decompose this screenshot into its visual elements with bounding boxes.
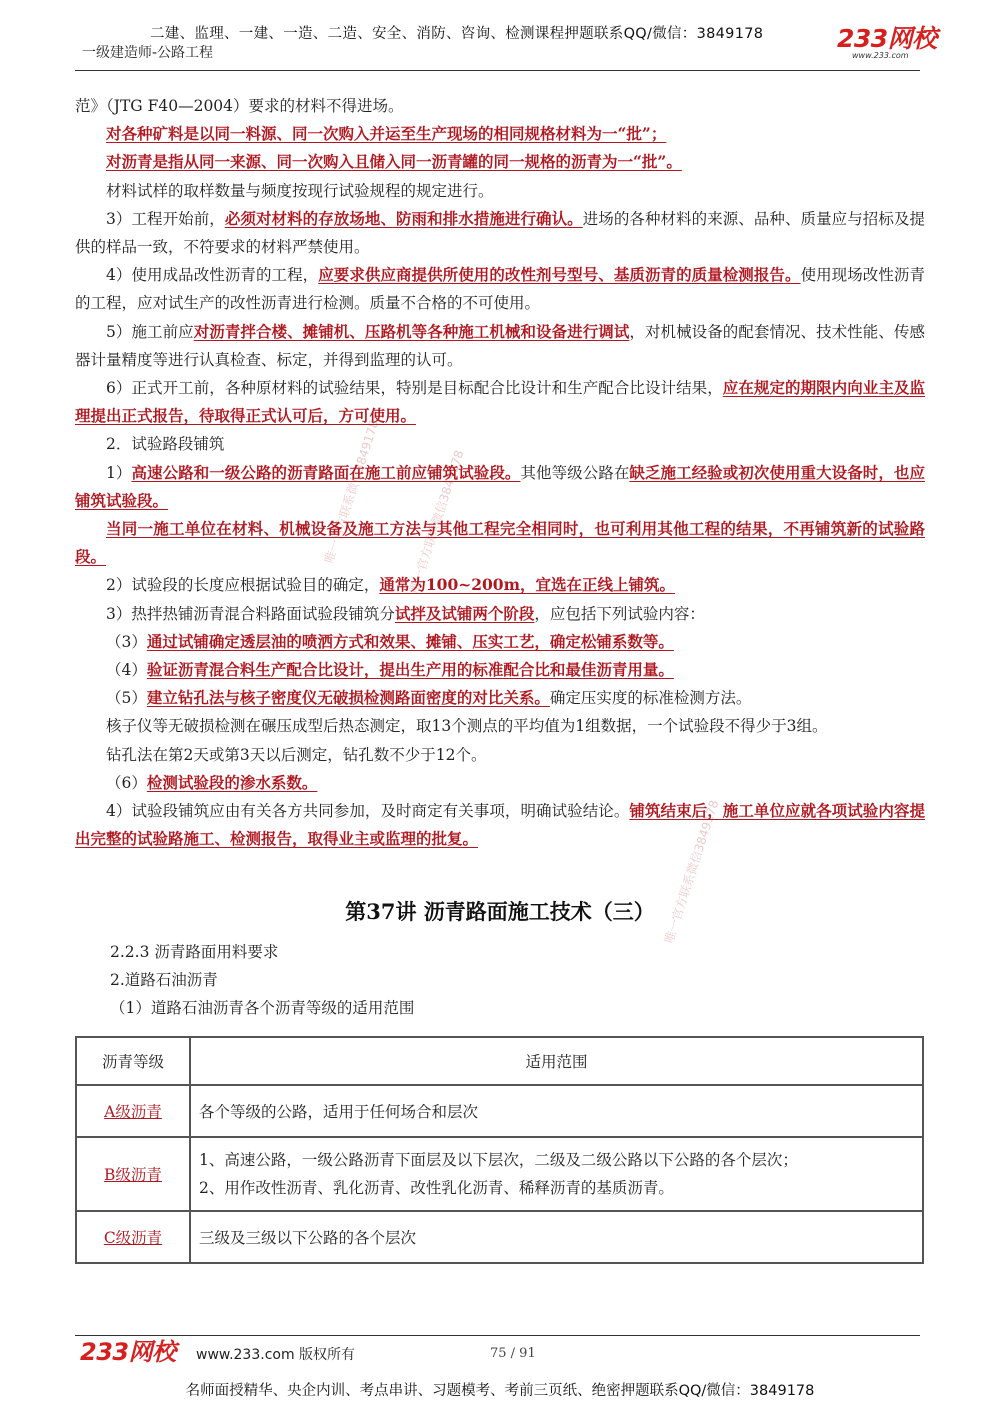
footer-line: 名师面授精华、央企内训、考点串讲、习题模考、考前三页纸、绝密押题联系QQ/微信：3849178 — [185, 1383, 815, 1399]
copyright-text: www.233.com 版权所有 — [196, 1347, 356, 1363]
paragraph — [75, 600, 925, 628]
text: 3）热拌热铺沥青混合料路面试验段铺筑分 — [106, 604, 395, 623]
grade-link[interactable]: B级沥青 — [104, 1166, 162, 1184]
highlight-text: 应要求供应商提供所使用的改性剂号型号、基质沥青的质量检测报告。 — [318, 265, 801, 285]
highlight-text: 高速公路和一级公路的沥青路面在施工前应铺筑试验段。 — [131, 462, 521, 482]
scope-text: 三级及三级以下公路的各个层次 — [199, 1229, 417, 1247]
highlight-text: 验证沥青混合料生产配合比设计，提出生产用的标准配合比和最佳沥青用量。 — [146, 660, 674, 680]
scope-cell — [190, 1137, 923, 1211]
paragraph — [75, 628, 925, 656]
paragraph — [75, 684, 925, 712]
paragraph: 范》（JTG F40—2004）要求的材料不得进场。 — [75, 97, 404, 115]
brand-logo: 233网校 — [837, 24, 937, 53]
footer-rule — [75, 1335, 920, 1336]
section-heading: （1）道路石油沥青各个沥青等级的适用范围 — [110, 999, 415, 1017]
watermark-1: 唯一官方联系微信3849178 — [406, 448, 467, 595]
highlight-text: 建立钻孔法与核子密度仪无破损检测路面密度的对比关系。 — [146, 688, 550, 708]
highlight-text: 必须对材料的存放场地、防雨和排水措施进行确认。 — [224, 208, 583, 228]
text: 进场的各种材料的来源、品种、质量应与招标及提供的样品一致，不符要求的材料严禁使用。 — [75, 209, 925, 257]
highlight-text: 通常为100~200m，宜选在正线上铺筑。 — [379, 575, 675, 595]
text: （3） — [106, 632, 147, 651]
table-row — [76, 1137, 923, 1211]
table-row — [76, 1211, 923, 1263]
paragraph — [75, 656, 925, 684]
paragraph — [75, 459, 925, 515]
highlight-text: 铺筑结束后，施工单位应就各项试验内容提出完整的试验路施工、检测报告，取得业主或监理的批复。 — [75, 801, 925, 849]
paragraph — [75, 515, 925, 571]
grade-cell — [76, 1085, 190, 1137]
scope-cell — [190, 1085, 923, 1137]
table-row — [76, 1085, 923, 1137]
asphalt-grade-table — [75, 1036, 924, 1264]
highlight-text: 通过试铺确定透层油的喷洒方式和效果、摊铺、压实工艺，确定松铺系数等。 — [146, 631, 674, 651]
paragraph — [75, 318, 925, 374]
scope-cell — [190, 1211, 923, 1263]
paragraph — [75, 769, 925, 797]
paragraph — [75, 148, 925, 176]
text: 4）试验段铺筑应由有关各方共同参加，及时商定有关事项，明确试验结论。 — [106, 802, 630, 821]
highlight-text: 应在规定的期限内向业主及监理提出正式报告，待取得正式认可后，方可使用。 — [75, 378, 925, 426]
page-number: 75 / 91 — [490, 1346, 536, 1361]
highlight-text: 对沥青拌合楼、摊铺机、压路机等各种施工机械和设备进行调试 — [193, 321, 630, 341]
text: 2）试验段的长度应根据试验目的确定， — [106, 576, 380, 595]
lecture-title: 第37讲 沥青路面施工技术（三） — [345, 899, 655, 924]
brand-logo-url: www.233.com — [852, 51, 909, 60]
table-header-cell: 沥青等级 — [76, 1037, 190, 1085]
watermark-2: 唯一官方联系微信3849178 — [321, 418, 382, 565]
paragraph: 核子仪等无破损检测在碾压成型后热态测定，取13个测点的平均值为1组数据，一个试验段不得少于3组。 — [106, 717, 828, 736]
table-header-cell: 适用范围 — [190, 1037, 923, 1085]
paragraph: 材料试样的取样数量与频度按现行试验规程的规定进行。 — [106, 181, 494, 200]
scope-text: 各个等级的公路，适用于任何场合和层次 — [199, 1103, 479, 1121]
grade-cell — [76, 1211, 190, 1263]
header-top-line: 二建、监理、一建、一造、二造、安全、消防、咨询、检测课程押题联系QQ/微信：3849178 — [150, 26, 764, 42]
subheading: 2．试验路段铺筑 — [106, 435, 225, 454]
text: （4） — [106, 661, 147, 680]
text: ，对机械设备的配套情况、技术性能、传感器计量精度等进行认真检查、标定，并得到监理的认可。 — [75, 322, 925, 369]
text: 1） — [106, 463, 132, 482]
section-heading: 2.道路石油沥青 — [110, 971, 218, 989]
highlight-text: 对沥青是指从同一来源、同一次购入且储入同一沥青罐的同一规格的沥青为一“批”。 — [106, 152, 682, 172]
grade-link[interactable]: C级沥青 — [103, 1229, 163, 1247]
paragraph — [75, 374, 925, 430]
watermark-3: 唯一官方联系微信3849178 — [661, 798, 722, 945]
table-header-row — [76, 1037, 923, 1085]
text: 确定压实度的标准检测方法。 — [549, 689, 752, 708]
header-rule — [75, 70, 920, 71]
text: 6）正式开工前，各种原材料的试验结果，特别是目标配合比设计和生产配合比设计结果， — [106, 379, 723, 398]
highlight-text: 当同一施工单位在材料、机械设备及施工方法与其他工程完全相同时，也可利用其他工程的结果，不再铺筑新的试验路段。 — [75, 519, 925, 567]
text: 4）使用成品改性沥青的工程， — [106, 266, 319, 285]
paragraph — [75, 797, 925, 853]
grade-link[interactable]: A级沥青 — [104, 1103, 162, 1121]
text: 3）工程开始前， — [106, 209, 225, 228]
text: 其他等级公路在 — [520, 463, 630, 482]
text: ，应包括下列试验内容： — [534, 604, 705, 623]
document-body — [75, 92, 925, 853]
paragraph — [75, 120, 925, 148]
scope-text: 2、用作改性沥青、乳化沥青、改性乳化沥青、稀释沥青的基质沥青。 — [199, 1179, 674, 1197]
text: （5） — [106, 689, 147, 708]
text: 使用现场改性沥青的工程，应对试生产的改性沥青进行检测。质量不合格的不可使用。 — [75, 266, 925, 313]
highlight-text: 试拌及试铺两个阶段 — [394, 603, 535, 623]
header-subtitle: 一级建造师-公路工程 — [82, 45, 214, 61]
grade-cell — [76, 1137, 190, 1211]
paragraph: 钻孔法在第2天或第3天以后测定，钻孔数不少于12个。 — [106, 745, 487, 764]
text: （6） — [106, 773, 147, 792]
highlight-text: 对各种矿料是以同一料源、同一次购入并运至生产现场的相同规格材料为一“批”； — [106, 124, 667, 144]
section-heading: 2.2.3 沥青路面用料要求 — [110, 943, 279, 961]
scope-text: 1、高速公路，一级公路沥青下面层及以下层次，二级及二级公路以下公路的各个层次； — [199, 1151, 798, 1169]
paragraph — [75, 261, 925, 317]
paragraph — [75, 571, 925, 599]
paragraph — [75, 205, 925, 261]
footer-logo: 233网校 — [80, 1338, 176, 1366]
text: 5）施工前应 — [106, 322, 194, 341]
highlight-text: 缺乏施工经验或初次使用重大设备时，也应铺筑试验段。 — [75, 462, 925, 510]
highlight-text: 检测试验段的渗水系数。 — [146, 772, 318, 792]
